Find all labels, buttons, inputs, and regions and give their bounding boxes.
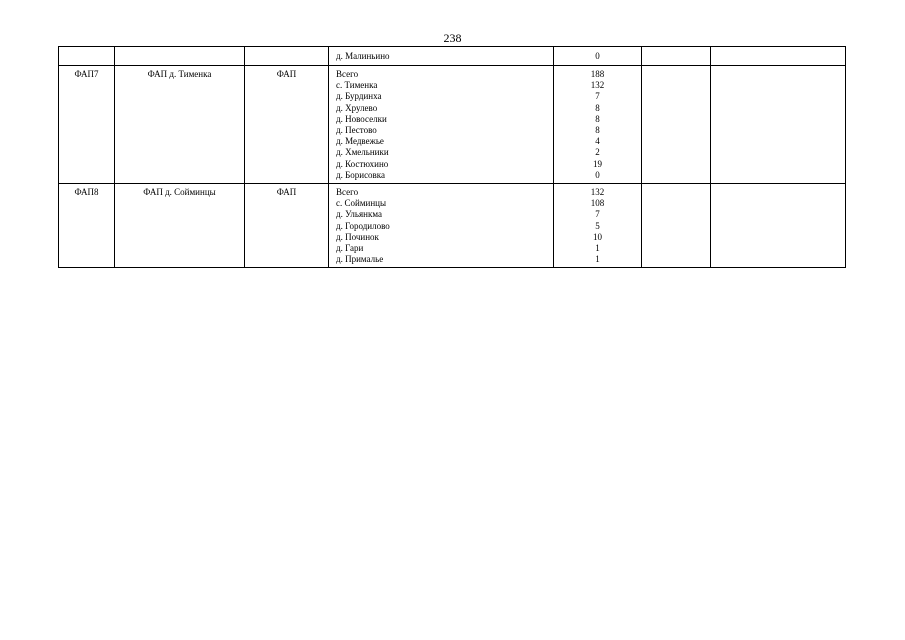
settlement-line: д. Костюхино — [336, 158, 389, 169]
empty-cell — [711, 184, 846, 268]
empty-cell — [711, 66, 846, 184]
settlements-cell — [329, 184, 554, 268]
page-number: 238 — [443, 31, 462, 45]
settlement-line: с. Сойминцы — [336, 198, 387, 209]
type-cell: ФАП — [245, 66, 329, 184]
count-line: 7 — [595, 209, 600, 220]
settlement-line: д. Хмельники — [336, 147, 389, 158]
settlement-line: д. Борисовка — [336, 169, 386, 180]
settlement-line: д. Починок — [336, 231, 379, 242]
count-line: 8 — [595, 113, 600, 124]
table-row — [59, 184, 846, 268]
settlement-line: д. Новоселки — [336, 113, 387, 124]
count-line: 1 — [595, 254, 600, 265]
table-row — [59, 66, 846, 184]
count-line: 10 — [593, 231, 602, 242]
empty-cell — [245, 47, 329, 66]
count-line: 7 — [595, 91, 600, 102]
count-line: 8 — [595, 125, 600, 136]
count-line: 188 — [590, 69, 605, 79]
count-line: 108 — [590, 198, 605, 209]
settlement-cell: д. Малиньино — [329, 47, 554, 66]
settlement-line: Всего — [336, 187, 359, 198]
table-row-continuation — [59, 47, 846, 66]
type-cell: ФАП — [245, 184, 329, 268]
code-cell: ФАП8 — [59, 184, 115, 268]
count-cell: 0 — [554, 47, 642, 66]
settlements-table — [58, 46, 846, 268]
count-line: 4 — [595, 136, 600, 147]
settlement-line: д. Прималье — [336, 254, 384, 265]
code-cell: ФАП7 — [59, 66, 115, 184]
empty-cell — [642, 184, 711, 268]
settlement-line: с. Тименка — [336, 80, 378, 91]
settlement-line: д. Бурдинха — [336, 91, 382, 102]
count-line: 1 — [595, 243, 600, 254]
count-line: 132 — [590, 187, 605, 198]
count-line: 19 — [593, 158, 602, 169]
count-line: 5 — [595, 220, 600, 231]
count-line: 0 — [595, 169, 600, 180]
empty-cell — [711, 47, 846, 66]
settlement-line: д. Гари — [336, 243, 364, 254]
counts-cell — [554, 184, 642, 268]
settlement-line: д. Пестово — [336, 125, 377, 136]
count-line: 2 — [595, 147, 600, 158]
empty-cell — [59, 47, 115, 66]
settlements-cell — [329, 66, 554, 184]
settlement-line: д. Городилово — [336, 220, 390, 231]
count-line: 8 — [595, 102, 600, 113]
count-line: 132 — [590, 80, 605, 91]
settlement-line: д. Хрулево — [336, 102, 378, 113]
name-cell: ФАП д. Сойминцы — [115, 184, 245, 268]
settlement-line: д. Ульянкма — [336, 209, 382, 220]
settlement-line: д. Медвежье — [336, 136, 384, 147]
empty-cell — [642, 47, 711, 66]
empty-cell — [642, 66, 711, 184]
empty-cell — [115, 47, 245, 66]
counts-cell — [554, 66, 642, 184]
name-cell: ФАП д. Тименка — [115, 66, 245, 184]
settlement-line: Всего — [336, 69, 359, 79]
